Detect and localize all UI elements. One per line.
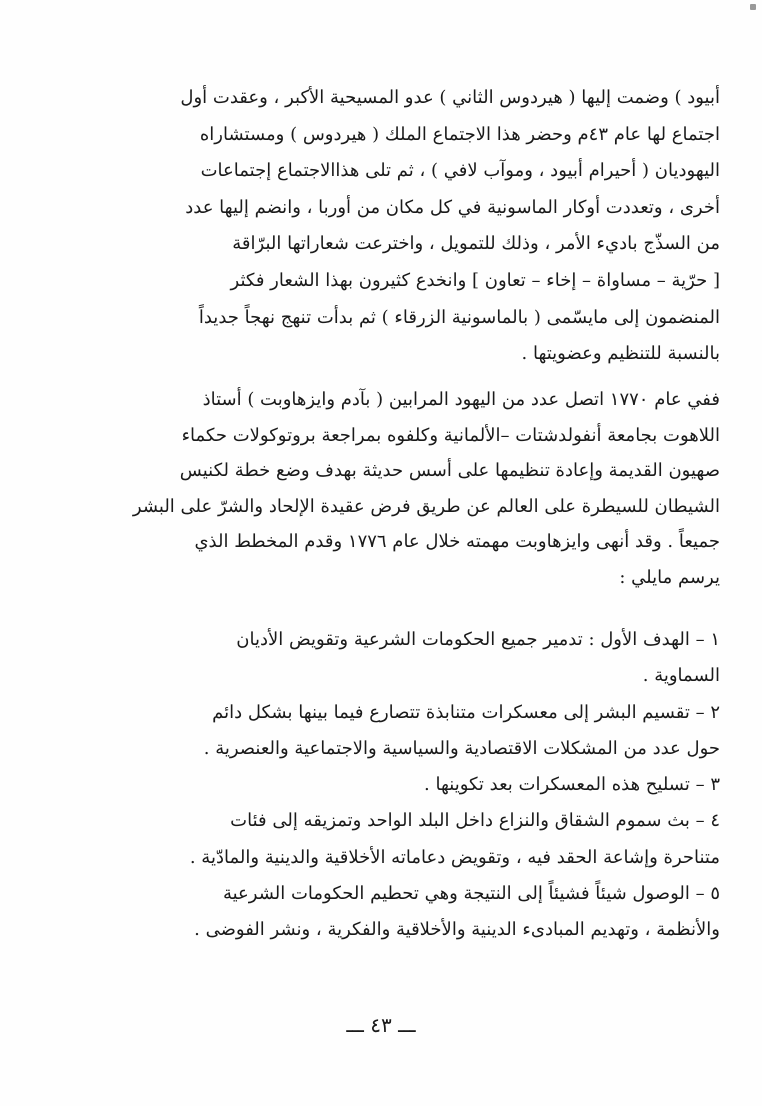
text-line: متناحرة وإشاعة الحقد فيه ، وتقويض دعاماته الأخلاقية والدينية والمادّية . xyxy=(189,846,720,868)
text-line: أخرى ، وتعددت أوكار الماسونية في كل مكان من أوربا ، وانضم إليها عدد xyxy=(185,196,720,218)
list-item xyxy=(40,803,720,876)
text-line: ٣ – تسليح هذه المعسكرات بعد تكوينها . xyxy=(424,774,720,796)
text-line: المنضمون إلى مايسّمى ( بالماسونية الزرقاء ) ثم بدأت تنهج نهجاً جديداً xyxy=(198,306,720,328)
list-item xyxy=(40,622,720,695)
text-line: اجتماع لها عام ٤٣م وحضر هذا الاجتماع الملك ( هيردوس ) ومستشاراه xyxy=(199,123,720,145)
text-line: اليهوديان ( أحيرام أبيود ، وموآب لافي ) ، ثم تلى هذاالاجتماع إجتماعات xyxy=(200,160,720,182)
paragraph-weishaupt-plan xyxy=(40,382,720,595)
text-line: ٢ – تقسيم البشر إلى معسكرات متنابذة تتصارع فيما بينها بشكل دائم xyxy=(212,701,720,723)
text-line: صهيون القديمة وإعادة تنظيمها على أسس حديثة بهدف وضع خطة لكنيس xyxy=(179,460,720,481)
page-number: ـــ ٤٣ ـــ xyxy=(346,1013,416,1037)
text-line: ١ – الهدف الأول : تدمير جميع الحكومات الشرعية وتقويض الأديان xyxy=(236,629,720,650)
numbered-goals-list xyxy=(40,622,720,949)
text-line: بالنسبة للتنظيم وعضويتها . xyxy=(521,343,720,365)
text-line: أبيود ) وضمت إليها ( هيردوس الثاني ) عدو المسيحية الأكبر ، وعقدت أول xyxy=(180,87,720,108)
text-line: حول عدد من المشكلات الاقتصادية والسياسية والاجتماعية والعنصرية . xyxy=(203,737,720,759)
text-line: من السذّج باديء الأمر ، وذلك للتمويل ، واخترعت شعاراتها البرّاقة xyxy=(232,233,720,255)
paragraph-freemasonry-origins xyxy=(40,80,720,373)
text-line: الشيطان للسيطرة على العالم عن طريق فرض عقيدة الإلحاد والشرّ على البشر xyxy=(132,495,720,517)
text-line: يرسم مايلي : xyxy=(619,566,720,588)
scan-mark xyxy=(750,4,756,10)
text-line: ٤ – بث سموم الشقاق والنزاع داخل البلد الواحد وتمزيقه إلى فئات xyxy=(230,810,720,832)
text-line: السماوية . xyxy=(642,665,720,687)
list-item xyxy=(40,767,720,803)
text-line: والأنظمة ، وتهديم المبادىء الدينية والأخلاقية والفكرية ، ونشر الفوضى . xyxy=(194,919,720,941)
text-line: [ حرّية – مساواة – إخاء – تعاون ] وانخدع كثيرون بهذا الشعار فكثر xyxy=(230,269,720,291)
list-item xyxy=(40,876,720,949)
text-line: جميعاً . وقد أنهى وايزهاوبت مهمته خلال عام ١٧٧٦ وقدم المخطط الذي xyxy=(194,531,720,552)
text-line: ففي عام ١٧٧٠ اتصل عدد من اليهود المرابين ( بآدم وايزهاوبت ) أستاذ xyxy=(202,389,720,410)
text-line: ٥ – الوصول شيئاً فشيئاً إلى النتيجة وهي تحطيم الحكومات الشرعية xyxy=(222,883,720,905)
text-line: اللاهوت بجامعة أنفولدشتات –الألمانية وكلفوه بمراجعة بروتوكولات حكماء xyxy=(181,424,720,446)
list-item xyxy=(40,695,720,768)
